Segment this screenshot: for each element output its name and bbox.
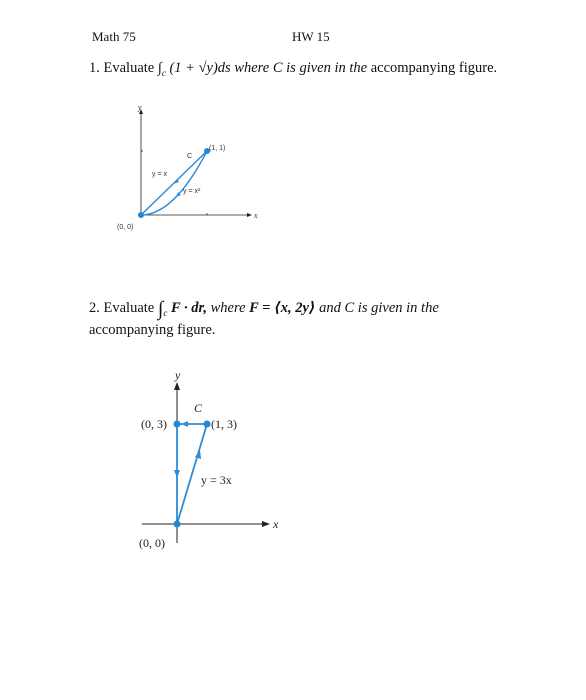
problem-1-verb: Evaluate	[103, 60, 155, 76]
problem-2-figure	[87, 357, 301, 555]
assignment-label: HW 15	[292, 29, 330, 44]
point-1-3	[204, 421, 211, 428]
curve-label-2: C	[194, 401, 203, 415]
integral-sign-2: ∫	[157, 298, 164, 320]
problem-1-figure	[107, 103, 269, 255]
y-axis-label-2: y	[175, 368, 181, 382]
left-point-label: (0, 3)	[141, 417, 167, 431]
course-label: Math 75	[92, 29, 136, 44]
y-axis-arrow-2	[174, 382, 180, 390]
origin-point-2	[174, 521, 181, 528]
integral-sign: ∫	[157, 60, 162, 76]
problem-2-graph	[87, 357, 301, 555]
right-point-label: (1, 3)	[211, 417, 237, 431]
line-label-2: y = 3x	[201, 473, 232, 487]
integral-subscript-2: c	[163, 307, 168, 318]
point-0-3	[174, 421, 181, 428]
origin-point	[138, 212, 144, 218]
problem-2-mid-text: and C is given in the	[319, 300, 439, 316]
x-axis-arrow-2	[262, 521, 270, 527]
problem-1-graph	[107, 103, 269, 255]
down-arrow	[174, 470, 180, 478]
problem-2-verb: Evaluate	[103, 300, 155, 316]
left-arrow	[181, 421, 188, 427]
endpoint-label: (1, 1)	[209, 145, 226, 152]
problem-2-number: 2.	[89, 300, 100, 316]
line-label: y = x	[152, 171, 167, 178]
problem-2-line-2: accompanying figure.	[89, 322, 216, 338]
x-axis-label: x	[254, 211, 258, 220]
problem-1-integrand: (1 + √y)ds	[169, 60, 231, 76]
problem-2-text	[89, 298, 439, 321]
x-axis-label-2: x	[273, 517, 279, 531]
problem-1-tail-text: accompanying figure.	[370, 60, 498, 76]
origin-label-2: (0, 0)	[139, 536, 165, 550]
y-axis-label: y	[138, 103, 142, 112]
curve-label: C	[187, 153, 193, 160]
problem-1-number: 1.	[89, 60, 100, 76]
x-axis-arrow	[247, 213, 252, 217]
problem-1-mid-text: where C is given in the	[234, 60, 368, 76]
problem-2-field: F = ⟨x, 2y⟩	[249, 300, 316, 316]
integral-subscript: c	[161, 67, 166, 78]
origin-label: (0, 0)	[117, 224, 134, 231]
parabola-label: y = x²	[183, 188, 201, 195]
problem-1-text	[89, 60, 497, 78]
problem-2-where: where	[210, 300, 246, 316]
problem-2-integrand: F · dr,	[170, 300, 207, 316]
